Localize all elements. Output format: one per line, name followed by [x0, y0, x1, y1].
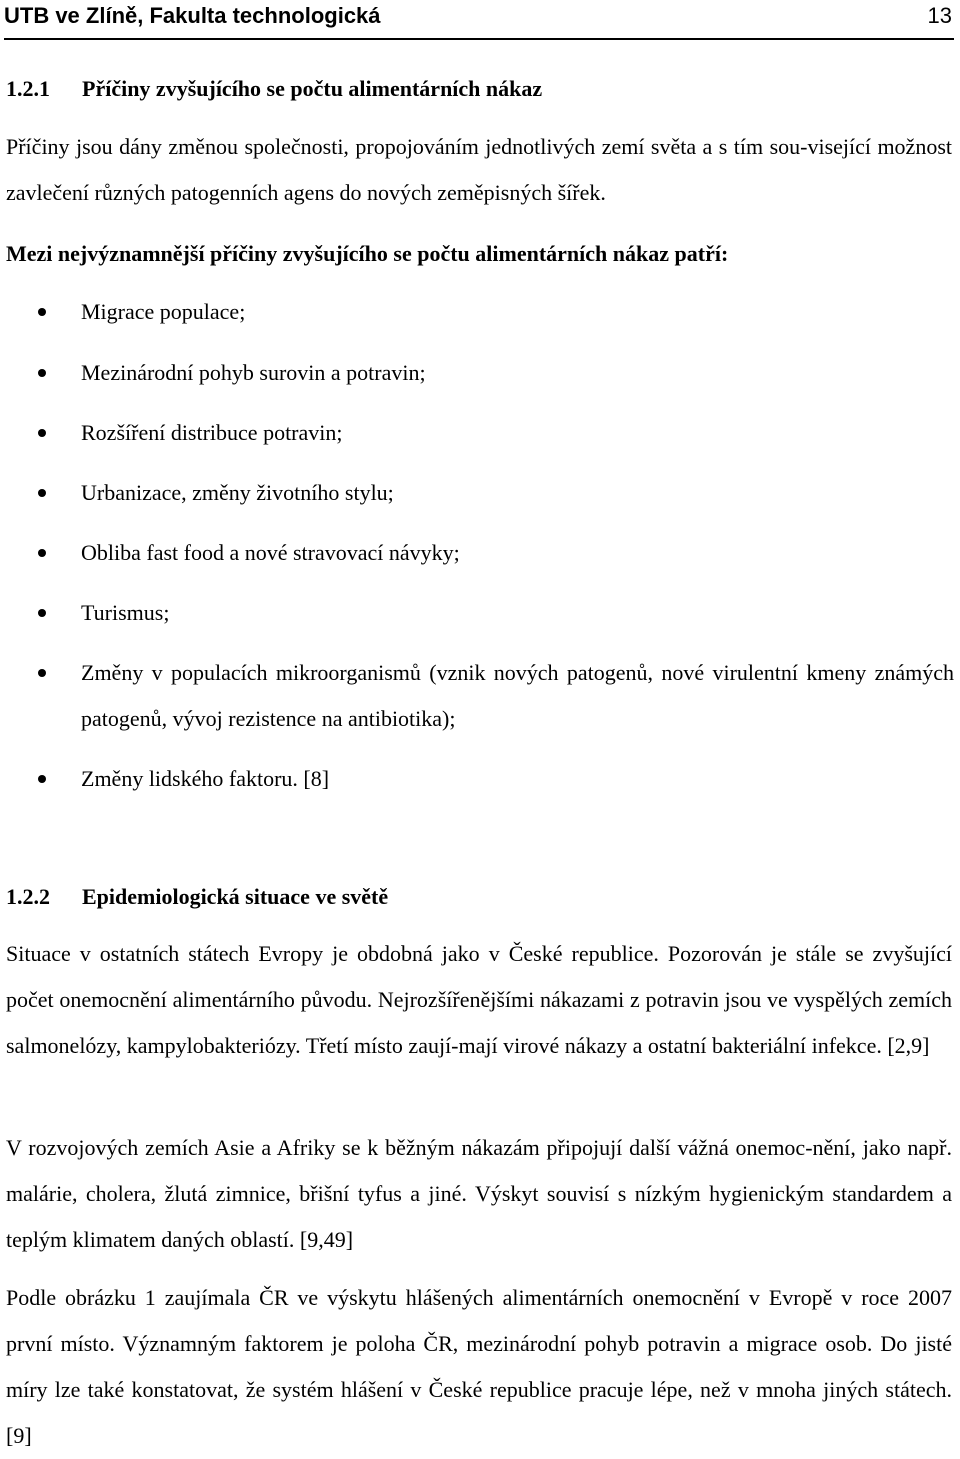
page-header — [4, 2, 954, 40]
paragraph: V rozvojových zemích Asie a Afriky se k běžným nákazám připojují další vážná onemoc-nění, jako např. malárie, cholera, žlutá zimnice, břišní tyfus a jiné. Výskyt souvisí s nízkým hygienickým standardem a teplým klimatem daných oblastí. [9,49] — [6, 1135, 952, 1252]
bullet-icon — [38, 609, 46, 617]
list-item-text: Rozšíření distribuce potravin; — [81, 420, 343, 445]
list-item-text: Migrace populace; — [81, 299, 246, 324]
bullet-icon — [38, 775, 46, 783]
list-item-text: Změny v populacích mikroorganismů (vznik nových patogenů, nové virulentní kmeny známých patogenů, vývoj rezistence na antibiotika); — [81, 660, 954, 731]
list-item-text: Změny lidského faktoru. [8] — [81, 766, 330, 791]
list-item-text: Turismus; — [81, 600, 170, 625]
bullet-icon — [38, 308, 46, 316]
section-title: Epidemiologická situace ve světě — [82, 884, 389, 909]
paragraph: Situace v ostatních státech Evropy je obdobná jako v České republice. Pozorován je stále se zvyšující počet onemocnění alimentárního původu. Nejrozšířenějšími nákazami z potravin jsou ve vyspělých zemích salmonelózy, kampylobakteriózy. Třetí místo zaují-mají virové nákazy a ostatní bakteriální infekce. [2,9] — [6, 941, 952, 1058]
bullet-icon — [38, 369, 46, 377]
section-number: 1.2.2 — [6, 884, 50, 909]
list-heading: Mezi nejvýznamnější příčiny zvyšujícího se počtu alimentárních nákaz patří: — [6, 241, 729, 266]
bullet-icon — [38, 669, 46, 677]
bullet-icon — [38, 429, 46, 437]
section-number: 1.2.1 — [6, 76, 50, 101]
section-heading-1-2-2 — [6, 883, 388, 911]
paragraph: Podle obrázku 1 zaujímala ČR ve výskytu hlášených alimentárních onemocnění v Evropě v roce 2007 první místo. Významným faktorem je poloha ČR, mezinárodní pohyb potravin a migrace osob. Do jisté míry lze také konstatovat, že systém hlášení v České republice pracuje lépe, než v mnoha jiných státech. [9] — [6, 1285, 952, 1448]
list-item-text: Urbanizace, změny životního stylu; — [81, 480, 394, 505]
header-title: UTB ve Zlíně, Fakulta technologická — [4, 3, 381, 28]
bullet-icon — [38, 489, 46, 497]
page-number: 13 — [927, 3, 952, 28]
bullet-icon — [38, 549, 46, 557]
section-title: Příčiny zvyšujícího se počtu alimentárních nákaz — [82, 76, 543, 101]
list-item-text: Obliba fast food a nové stravovací návyky; — [81, 540, 460, 565]
list-item-text: Mezinárodní pohyb surovin a potravin; — [81, 360, 426, 385]
intro-paragraph: Příčiny jsou dány změnou společnosti, propojováním jednotlivých zemí světa a s tím sou-visející možnost zavlečení různých patogenních agens do nových zeměpisných šířek. — [6, 134, 952, 205]
section-heading-1-2-1 — [6, 75, 542, 103]
